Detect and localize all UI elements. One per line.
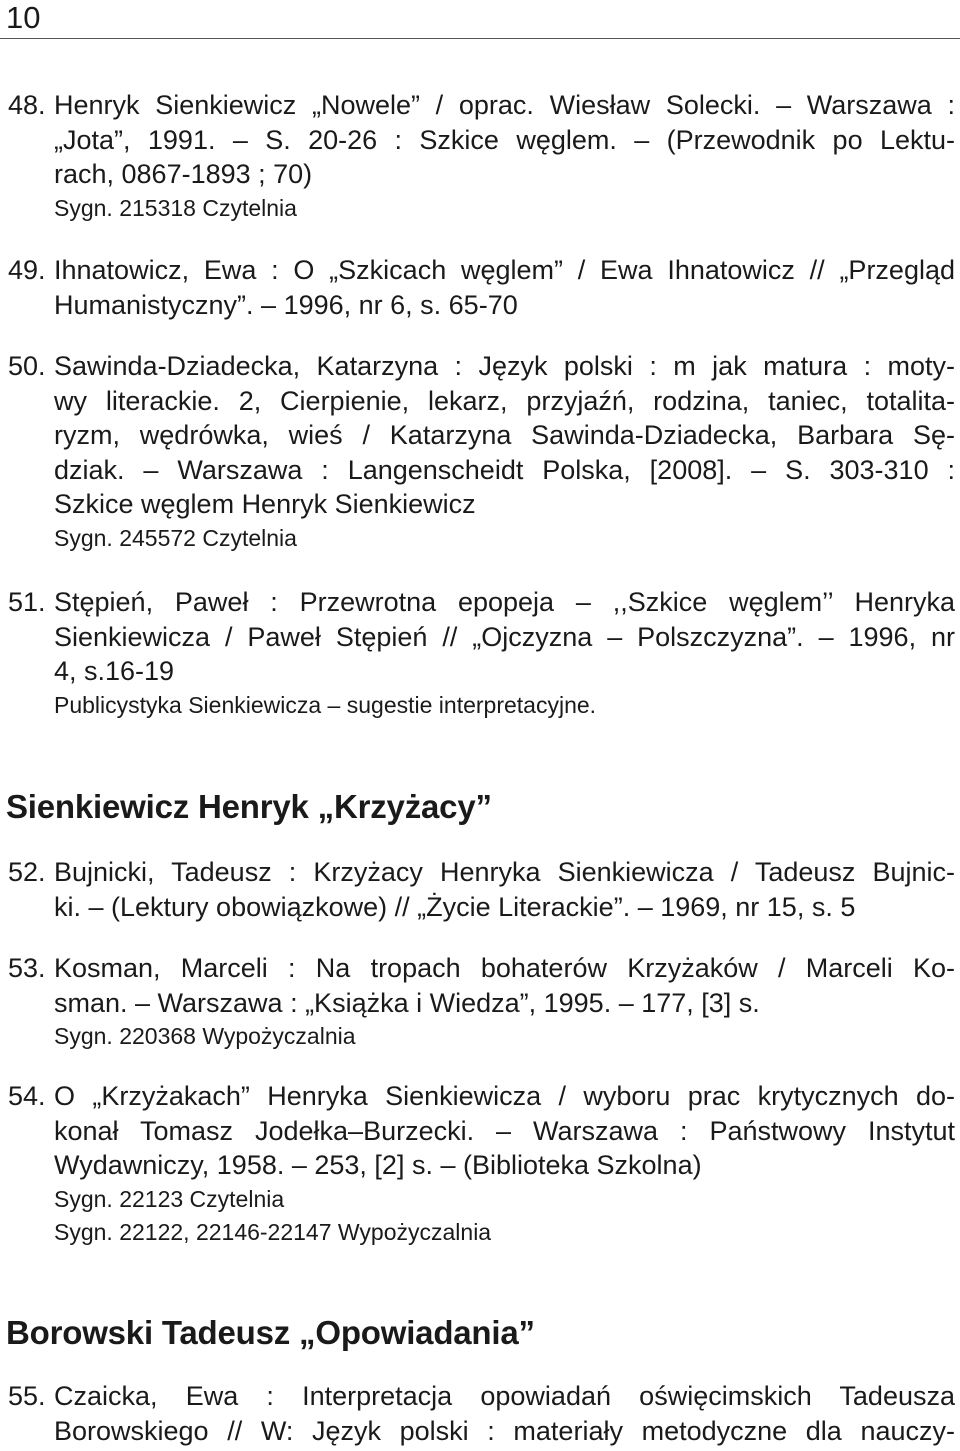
entry-line: 4, s.16-19 xyxy=(54,656,175,686)
entry-line: Czaicka, Ewa : Interpretacja opowiadań oświęcimskich Tadeusza xyxy=(54,1381,955,1411)
section-heading-borowski: Borowski Tadeusz „Opowiadania” xyxy=(6,1314,535,1351)
entry-line: Sienkiewicza / Paweł Stępień // „Ojczyzna – Polszczyzna”. – 1996, nr xyxy=(54,621,955,652)
entry-line: O „Krzyżakach” Henryka Sienkiewicza / wyboru prac krytycznych do- xyxy=(54,1081,955,1111)
entry-line: Sawinda-Dziadecka, Katarzyna : Język polski : m jak matura : moty- xyxy=(54,351,955,381)
bibliography-entry-48 xyxy=(8,88,955,225)
entry-number: 49. xyxy=(8,255,46,285)
call-number: Sygn. 215318 Czytelnia xyxy=(54,194,297,221)
entry-line: konał Tomasz Jodełka–Burzecki. – Warszawa : Państwowy Instytut xyxy=(54,1115,955,1146)
bibliography-entry-51 xyxy=(8,585,955,722)
entry-text xyxy=(54,585,955,722)
entry-line: ki. – (Lektury obowiązkowe) // „Życie Literackie”. – 1969, nr 15, s. 5 xyxy=(54,891,856,922)
entry-line: ryzm, wędrówka, wieś / Katarzyna Sawinda-Dziadecka, Barbara Sę- xyxy=(54,420,955,450)
entry-number: 50. xyxy=(8,351,46,381)
call-number: Sygn. 220368 Wypożyczalnia xyxy=(54,1023,356,1049)
page-number: 10 xyxy=(6,0,41,35)
entry-line: Henryk Sienkiewicz „Nowele” / oprac. Wiesław Solecki. – Warszawa : xyxy=(54,90,955,120)
bibliography-entry-55 xyxy=(8,1379,955,1448)
entry-number: 54. xyxy=(8,1081,46,1111)
call-number: Sygn. 22122, 22146-22147 Wypożyczalnia xyxy=(54,1218,492,1245)
entry-line: wy literackie. 2, Cierpienie, lekarz, przyjaźń, rodzina, taniec, totalita- xyxy=(54,385,955,416)
call-number: Sygn. 245572 Czytelnia xyxy=(54,524,297,551)
entry-line: Wydawniczy, 1958. – 253, [2] s. – (Biblioteka Szkolna) xyxy=(54,1150,702,1180)
bibliography-entry-50 xyxy=(8,349,955,555)
entry-number: 51. xyxy=(8,587,46,617)
entry-line: rach, 0867-1893 ; 70) xyxy=(54,159,313,189)
entry-text xyxy=(54,1379,955,1448)
entry-number: 52. xyxy=(8,857,46,887)
entry-line: „Jota”, 1991. – S. 20-26 : Szkice węglem. – (Przewodnik po Lektu- xyxy=(54,124,955,155)
entry-number: 48. xyxy=(8,90,46,120)
bibliography-entry-53 xyxy=(8,951,955,1053)
entry-line: sman. – Warszawa : „Książka i Wiedza”, 1995. – 177, [3] s. xyxy=(54,987,760,1018)
entry-line: Szkice węglem Henryk Sienkiewicz xyxy=(54,489,476,519)
entry-number: 53. xyxy=(8,953,46,983)
call-number: Sygn. 22123 Czytelnia xyxy=(54,1185,285,1212)
entry-number: 55. xyxy=(8,1381,46,1411)
annotation: Publicystyka Sienkiewicza – sugestie interpretacyjne. xyxy=(54,691,597,718)
entry-line: Stępień, Paweł : Przewrotna epopeja – ,,Szkice węglem’’ Henryka xyxy=(54,587,955,617)
entry-text xyxy=(54,88,955,225)
section-heading-krzyzacy: Sienkiewicz Henryk „Krzyżacy” xyxy=(6,788,492,825)
entry-text xyxy=(54,349,955,555)
bibliography-entry-49 xyxy=(8,253,955,322)
header-rule xyxy=(0,38,960,39)
entry-line: Ihnatowicz, Ewa : O „Szkicach węglem” / Ewa Ihnatowicz // „Przegląd xyxy=(54,255,955,285)
entry-line: Bujnicki, Tadeusz : Krzyżacy Henryka Sienkiewicza / Tadeusz Bujnic- xyxy=(54,857,955,887)
entry-text xyxy=(54,855,955,924)
entry-text xyxy=(54,1079,955,1249)
entry-text xyxy=(54,253,955,322)
entry-line: dziak. – Warszawa : Langenscheidt Polska, [2008]. – S. 303-310 : xyxy=(54,454,955,485)
entry-line: Borowskiego // W: Język polski : materiały metodyczne dla nauczy- xyxy=(54,1415,955,1446)
entry-text xyxy=(54,951,955,1053)
entry-line: Humanistyczny”. – 1996, nr 6, s. 65-70 xyxy=(54,289,518,320)
entry-line: Kosman, Marceli : Na tropach bohaterów Krzyżaków / Marceli Ko- xyxy=(54,953,955,983)
bibliography-entry-52 xyxy=(8,855,955,924)
bibliography-entry-54 xyxy=(8,1079,955,1249)
